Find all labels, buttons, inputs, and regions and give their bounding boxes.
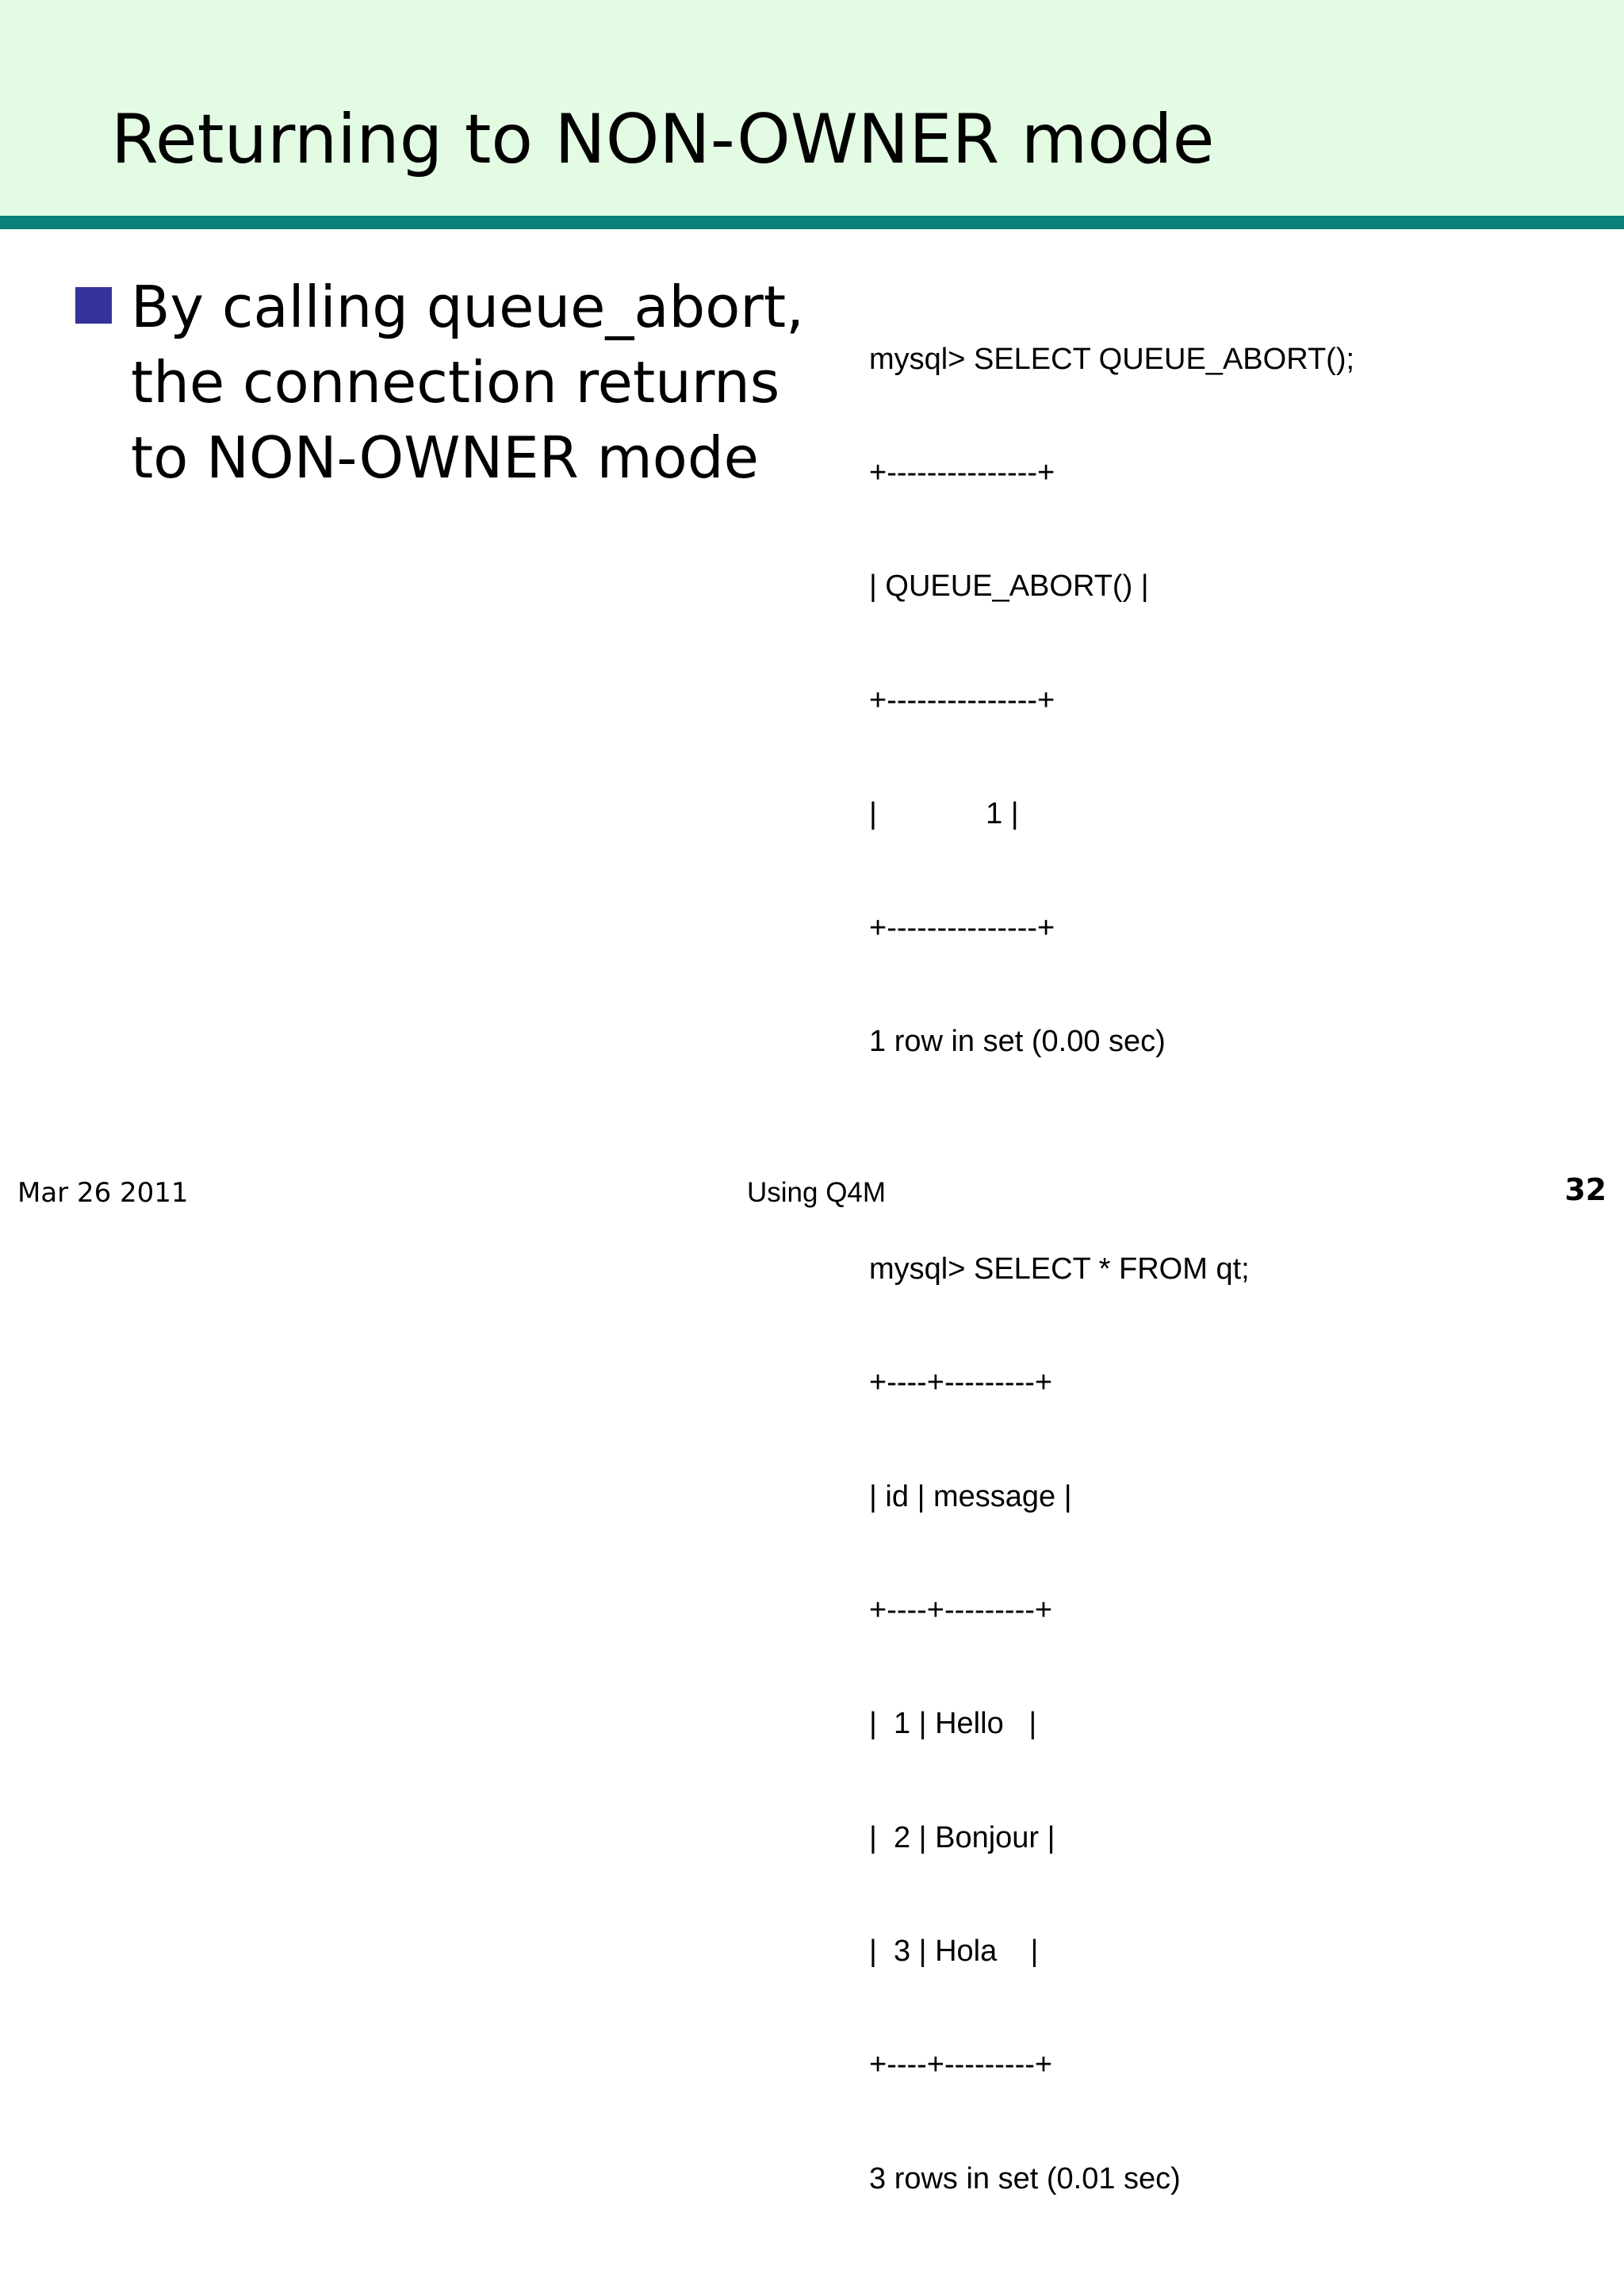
code-line <box>869 1137 1583 1175</box>
code-line: +---------------+ <box>869 683 1055 717</box>
bullet-text: By calling queue_abort, the connection returns to NON-OWNER mode <box>131 274 804 491</box>
code-line: | 1 | <box>869 797 1019 831</box>
code-line: +----+---------+ <box>869 2048 1053 2082</box>
code-line: +----+---------+ <box>869 1593 1053 1627</box>
code-line: | 1 | Hello | <box>869 1707 1037 1741</box>
footer-title: Using Q4M <box>747 1177 887 1208</box>
code-line: mysql> SELECT * FROM qt; <box>869 1252 1250 1286</box>
code-line: | id | message | <box>869 1479 1072 1513</box>
title-divider <box>0 216 1624 229</box>
code-line: +---------------+ <box>869 911 1055 945</box>
slide-title: Returning to NON-OWNER mode <box>111 100 1215 179</box>
code-line: +---------------+ <box>869 455 1055 489</box>
code-line: | 2 | Bonjour | <box>869 1820 1055 1854</box>
mysql-session-output <box>869 265 1583 2274</box>
code-line: 3 rows in set (0.01 sec) <box>869 2161 1181 2195</box>
square-bullet-icon <box>75 287 112 324</box>
code-line: | QUEUE_ABORT() | <box>869 569 1149 604</box>
code-line: mysql> SELECT QUEUE_ABORT(); <box>869 342 1355 376</box>
code-line: 1 row in set (0.00 sec) <box>869 1024 1166 1058</box>
code-line: +----+---------+ <box>869 1366 1053 1400</box>
code-line: | 3 | Hola | <box>869 1935 1039 1969</box>
page-number: 32 <box>1565 1172 1607 1207</box>
footer-date: Mar 26 2011 <box>17 1177 189 1209</box>
title-band <box>0 0 1624 216</box>
